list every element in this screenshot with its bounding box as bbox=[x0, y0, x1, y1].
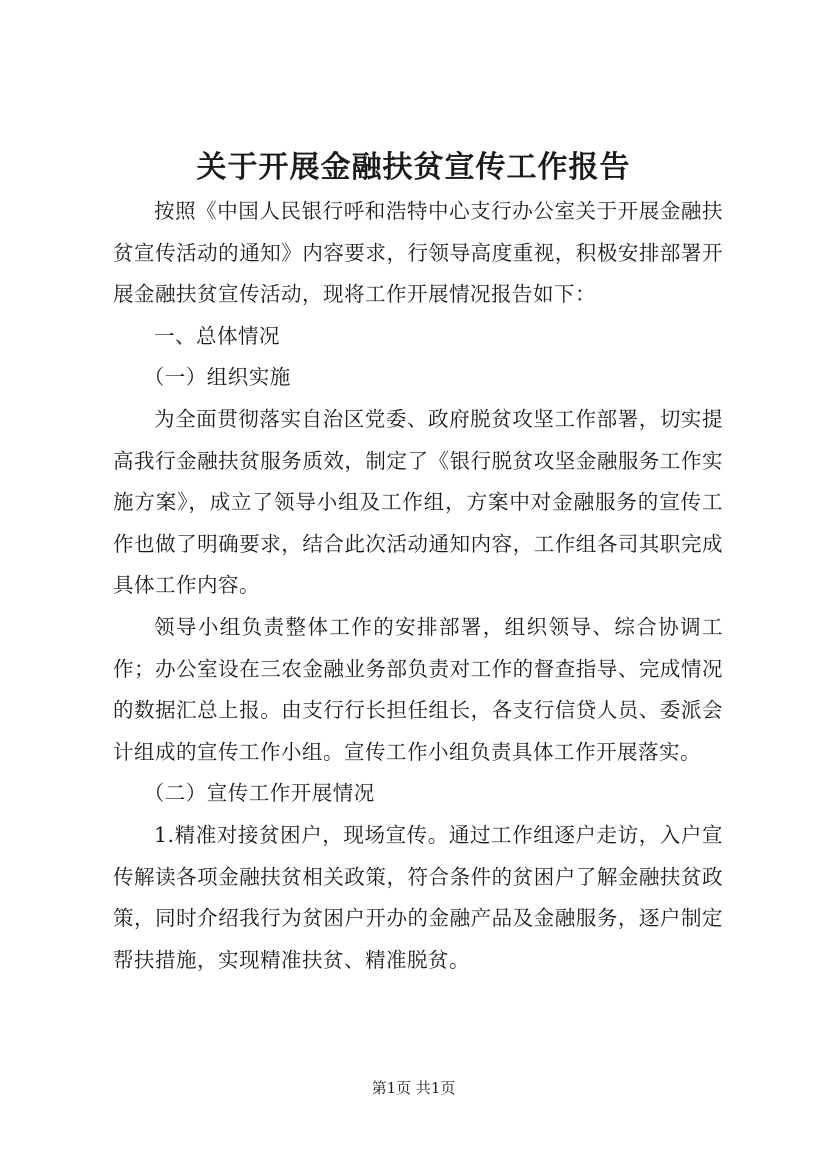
section-heading-overall: 一、总体情况 bbox=[154, 323, 280, 348]
subsection-heading-publicity: （二）宣传工作开展情况 bbox=[143, 781, 375, 806]
organization-paragraph: 为全面贯彻落实自治区党委、政府脱贫攻坚工作部署，切实提高我行金融扶贫服务质效，制定了《银行脱贫攻坚金融服务工作实施方案》，成立了领导小组及工作组，方案中对金融服务的宣传工作也做了明确要求，结合此次活动通知内容，工作组各司其职完成具体工作内容。 bbox=[113, 406, 723, 598]
document-body bbox=[113, 191, 723, 981]
intro-paragraph: 按照《中国人民银行呼和浩特中心支行办公室关于开展金融扶贫宣传活动的通知》内容要求，行领导高度重视，积极安排部署开展金融扶贫宣传活动，现将工作开展情况报告如下： bbox=[113, 199, 723, 307]
publicity-item-paragraph: 1.精准对接贫困户，现场宣传。通过工作组逐户走访，入户宣传解读各项金融扶贫相关政策，符合条件的贫困户了解金融扶贫政策，同时介绍我行为贫困户开办的金融产品及金融服务，逐户制定帮扶措施，实现精准扶贫、精准脱贫。 bbox=[113, 822, 723, 972]
subsection-heading-organization: （一）组织实施 bbox=[143, 365, 291, 390]
leadership-paragraph: 领导小组负责整体工作的安排部署，组织领导、综合协调工作；办公室设在三农金融业务部负责对工作的督查指导、完成情况的数据汇总上报。由支行行长担任组长，各支行信贷人员、委派会计组成的宣传工作小组。宣传工作小组负责具体工作开展落实。 bbox=[113, 614, 723, 764]
page-footer: 第1页 共1页 bbox=[371, 1079, 456, 1097]
document-title: 关于开展金融扶贫宣传工作报告 bbox=[196, 150, 631, 185]
